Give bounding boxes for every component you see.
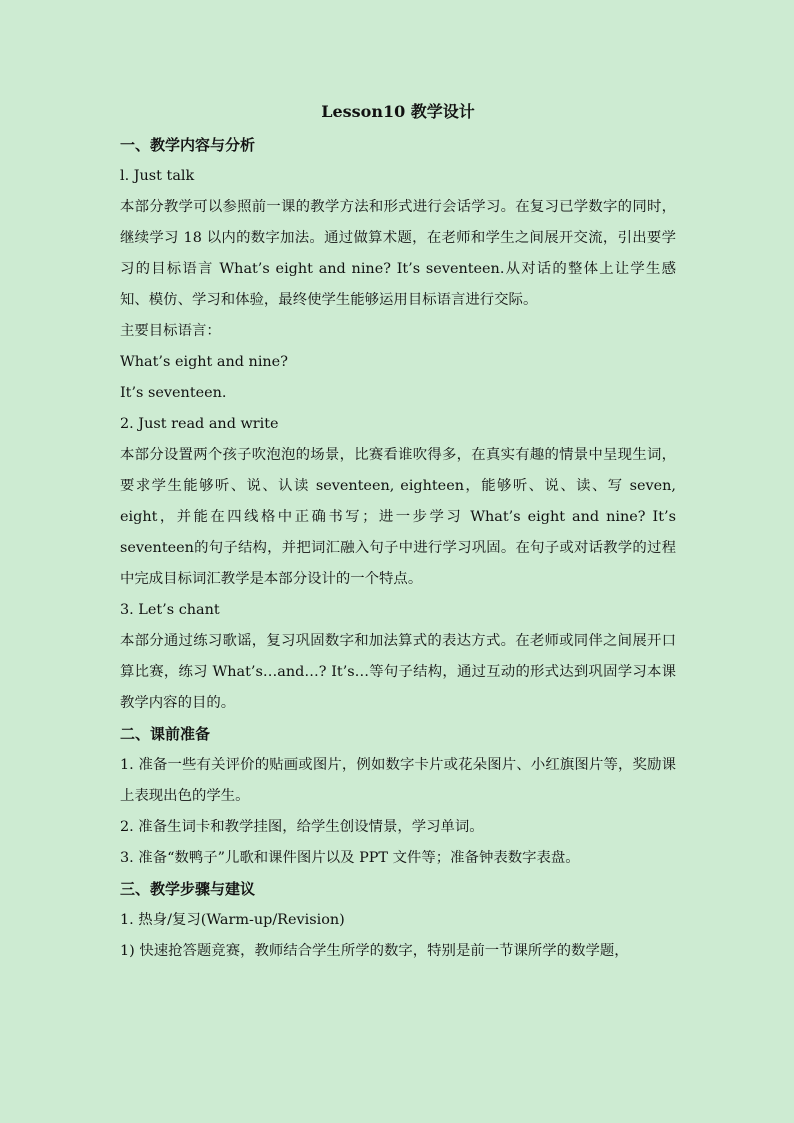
page-title: Lesson10 教学设计: [321, 102, 475, 121]
subsection-label: 1. 热身/复习(Warm-up/Revision): [120, 912, 345, 928]
section-heading: 一、教学内容与分析: [120, 136, 256, 154]
document-body: [120, 100, 676, 967]
paragraph: 1. 准备一些有关评价的贴画或图片，例如数字卡片或花朵图片、小红旗图片等，奖励课上表现出色的学生。: [120, 757, 676, 804]
paragraph: 本部分教学可以参照前一课的教学方法和形式进行会话学习。在复习已学数字的同时，继续学习 18 以内的数字加法。通过做算术题，在老师和学生之间展开交流，引出要学习的目标语言 What’s eight and nine? It’s seventeen.从对话的整体上让学生感知、模仿、学习和体验，最终使学生能够运用目标语言进行交际。: [120, 199, 676, 308]
subsection-label: 2. Just read and write: [120, 416, 279, 432]
text-line: 3. 准备“数鸭子”儿歌和课件图片以及 PPT 文件等；准备钟表数字表盘。: [120, 850, 580, 866]
section-heading: 二、课前准备: [120, 725, 211, 743]
paragraph: 本部分通过练习歌谣，复习巩固数字和加法算式的表达方式。在老师或同伴之间展开口算比赛，练习 What’s…and…? It’s…等句子结构，通过互动的形式达到巩固学习本课教学内容的目的。: [120, 633, 676, 711]
text-line: 主要目标语言：: [120, 323, 221, 339]
subsection-label: l. Just talk: [120, 168, 195, 184]
text-line: 1) 快速抢答题竞赛，教师结合学生所学的数字，特别是前一节课所学的数学题，: [120, 943, 629, 959]
section-heading: 三、教学步骤与建议: [120, 880, 256, 898]
text-line: It’s seventeen.: [120, 385, 227, 401]
subsection-label: 3. Let’s chant: [120, 602, 220, 618]
text-line: What’s eight and nine?: [120, 354, 288, 370]
paragraph: 本部分设置两个孩子吹泡泡的场景，比赛看谁吹得多，在真实有趣的情景中呈现生词，要求学生能够听、说、认读 seventeen, eighteen，能够听、说、读、写 seven, eight，并能在四线格中正确书写；进一步学习 What’s eight and nine? It’s seventeen的句子结构，并把词汇融入句子中进行学习巩固。在句子或对话教学的过程中完成目标词汇教学是本部分设计的一个特点。: [120, 447, 676, 587]
text-line: 2. 准备生词卡和教学挂图，给学生创设情景，学习单词。: [120, 819, 484, 835]
